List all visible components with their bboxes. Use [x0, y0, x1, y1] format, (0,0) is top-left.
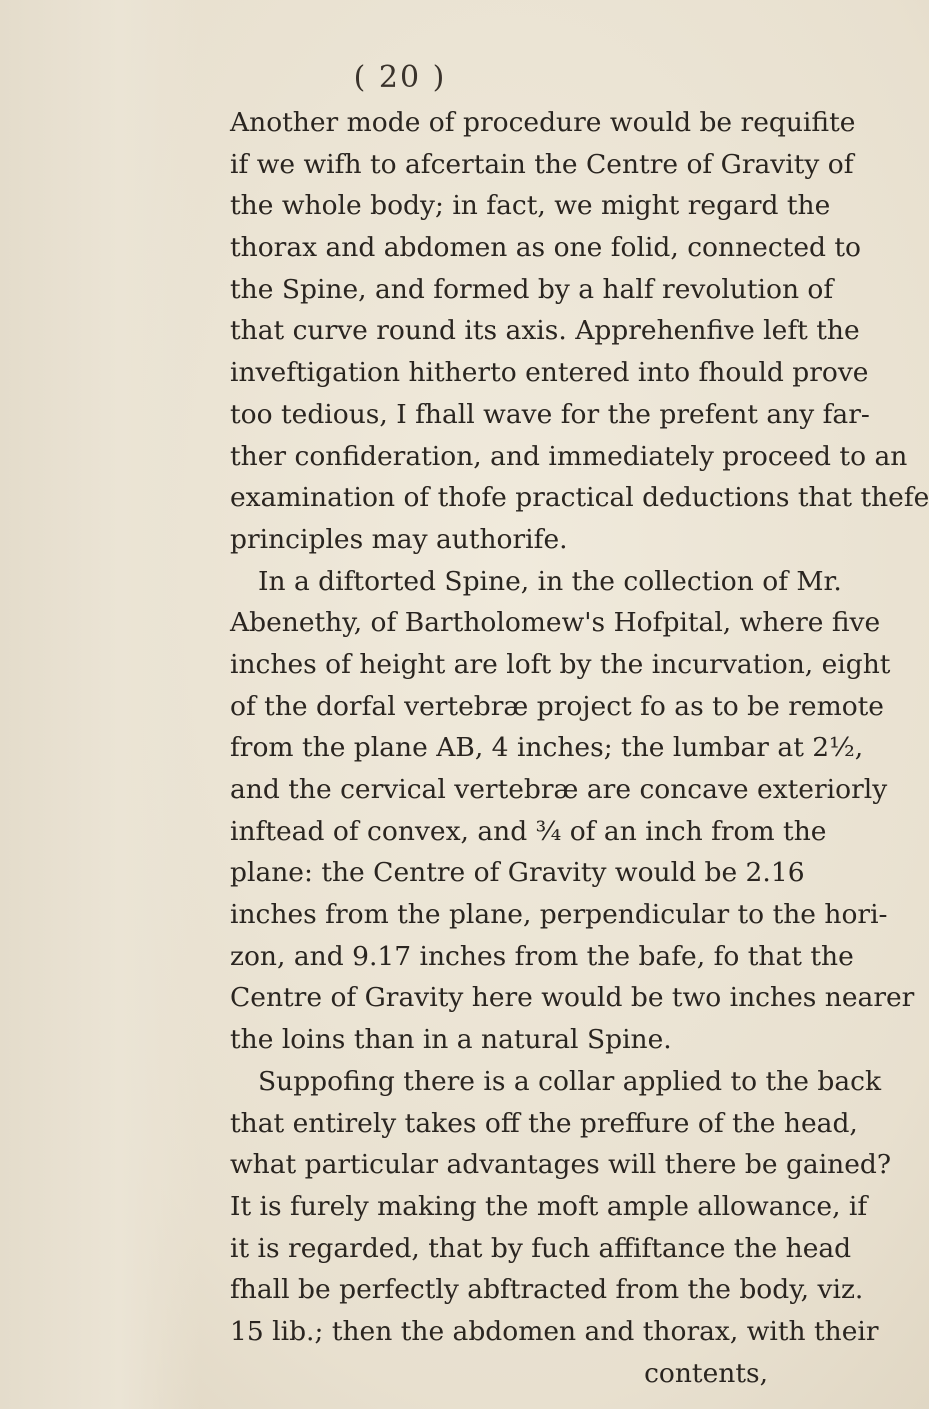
text-line: Another mode of procedure would be requifite: [230, 107, 856, 138]
text-line: In a diftorted Spine, in the collection of Mr.: [258, 565, 842, 597]
text-line: that entirely takes off the preffure of the head,: [230, 1107, 858, 1139]
text-line: the whole body; in fact, we might regard the: [230, 190, 831, 222]
text-line: that curve round its axis. Apprehenfive left the: [230, 315, 860, 347]
text-line: if we wifh to afcertain the Centre of Gravity of: [230, 148, 854, 180]
text-line: the loins than in a natural Spine.: [230, 1024, 672, 1056]
text-line: principles may authorife.: [230, 523, 568, 555]
text-line: inches from the plane, perpendicular to the hori-: [230, 899, 888, 931]
text-line: it is regarded, that by fuch affiftance the head: [230, 1232, 852, 1264]
text-line: inveftigation hitherto entered into fhould prove: [230, 357, 869, 389]
catchword: contents,: [644, 1357, 768, 1389]
page-gutter: [0, 0, 200, 1409]
text-line: thorax and abdomen as one folid, connected to: [230, 232, 861, 264]
text-line: Suppofing there is a collar applied to the back: [258, 1065, 882, 1097]
text-line: too tedious, I fhall wave for the prefent any far-: [230, 398, 870, 430]
text-line: Abenethy, of Bartholomew's Hofpital, where five: [230, 607, 881, 639]
text-line: what particular advantages will there be gained?: [230, 1149, 892, 1181]
text-line: the Spine, and formed by a half revolution of: [230, 273, 834, 305]
text-line: inches of height are loft by the incurvation, eight: [230, 648, 891, 680]
page-number: ( 20 ): [353, 60, 447, 95]
text-line: and the cervical vertebræ are concave exteriorly: [230, 774, 888, 805]
text-line: It is furely making the moft ample allowance, if: [230, 1190, 868, 1222]
text-line: Centre of Gravity here would be two inches nearer: [230, 982, 915, 1014]
text-line: of the dorfal vertebræ project fo as to be remote: [230, 690, 884, 722]
text-line: plane: the Centre of Gravity would be 2.16: [230, 857, 805, 889]
text-line: examination of thofe practical deductions that thefe: [230, 482, 929, 514]
text-line: ther confideration, and immediately proceed to an: [230, 440, 908, 472]
text-line: inftead of convex, and ¾ of an inch from the: [230, 815, 827, 847]
text-line: fhall be perfectly abftracted from the body, viz.: [230, 1274, 864, 1306]
text-line: 15 lib.; then the abdomen and thorax, with their: [230, 1315, 879, 1347]
body-text: [230, 102, 929, 1394]
text-line: from the plane AB, 4 inches; the lumbar at 2½,: [230, 732, 864, 764]
text-line: zon, and 9.17 inches from the bafe, fo that the: [230, 940, 854, 972]
